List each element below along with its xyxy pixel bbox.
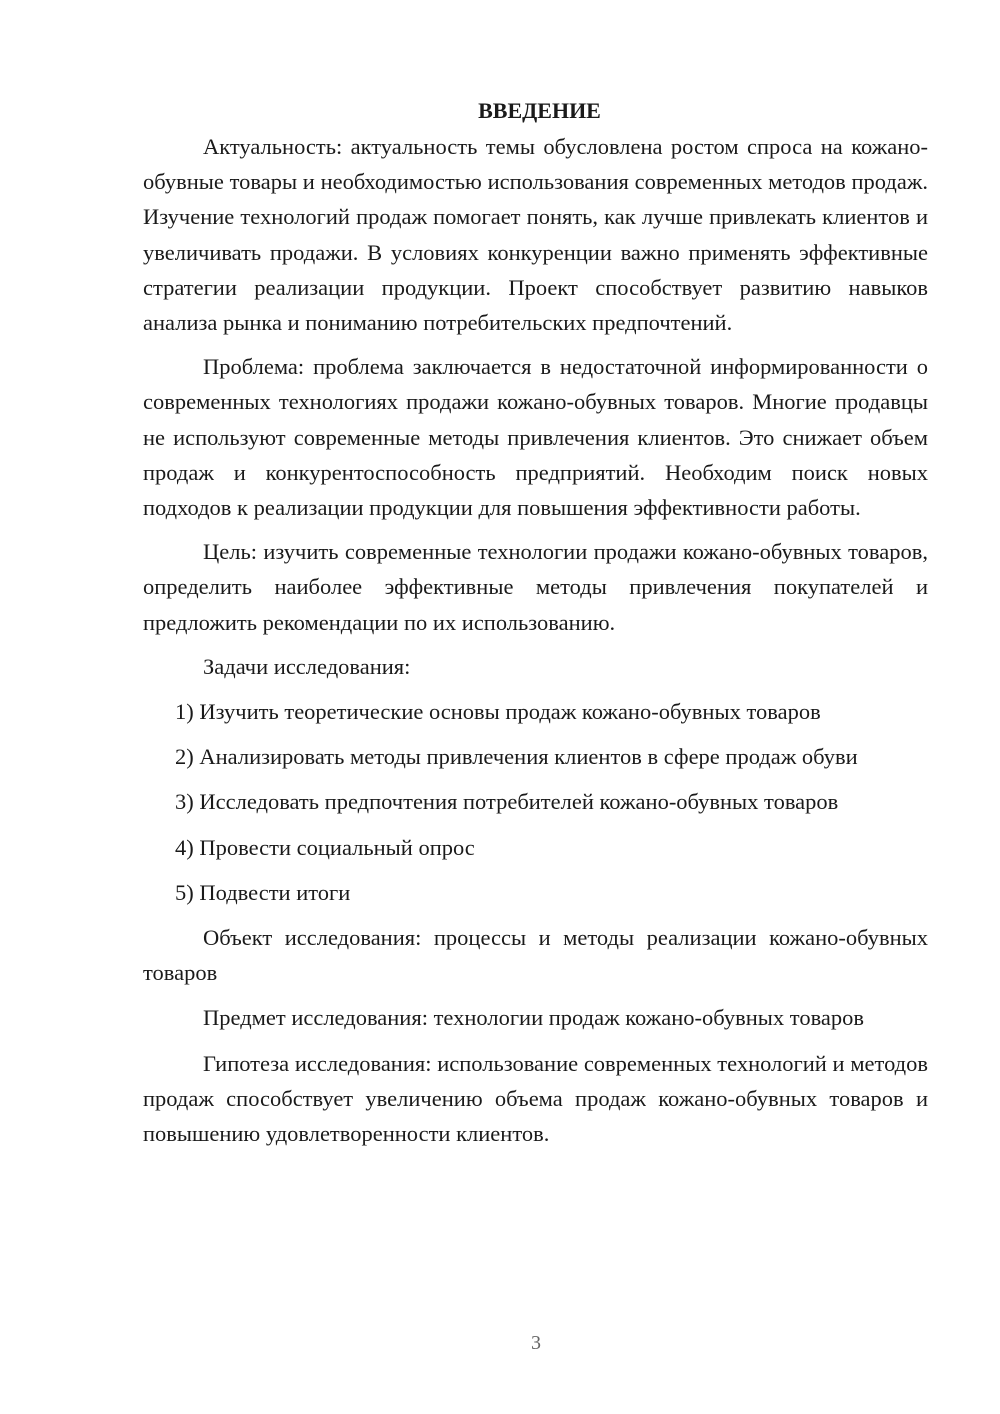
paragraph-relevance: Актуальность: актуальность темы обусловлена ростом спроса на кожано-обувные товары и необходимостью использования современных методов продаж. Изучение технологий продаж помогает понять, как лучше привлекать клиентов и увеличивать продажи. В условиях конкуренции важно применять эффективные стратегии реализации продукции. Проект способствует развитию навыков анализа рынка и пониманию потребительских предпочтений.	[143, 134, 928, 336]
list-item-task-1: 1) Изучить теоретические основы продаж кожано-обувных товаров	[175, 699, 821, 725]
page-number: 3	[531, 1332, 541, 1354]
paragraph-problem: Проблема: проблема заключается в недостаточной информированности о современных технологиях продажи кожано-обувных товаров. Многие продавцы не используют современные методы привлечения клиентов. Это снижает объем продаж и конкурентоспособность предприятий. Необходим поиск новых подходов к реализации продукции для повышения эффективности работы.	[143, 354, 928, 521]
page-content	[143, 94, 928, 1151]
tasks-title: Задачи исследования:	[203, 653, 411, 679]
list-item-task-2: 2) Анализировать методы привлечения клиентов в сфере продаж обуви	[175, 744, 858, 770]
page-title: ВВЕДЕНИЕ	[478, 98, 601, 123]
paragraph-hypothesis: Гипотеза исследования: использование современных технологий и методов продаж способствует увеличению объема продаж кожано-обувных товаров и повышению удовлетворенности клиентов.	[143, 1050, 928, 1147]
list-item-task-4: 4) Провести социальный опрос	[175, 834, 475, 860]
list-item-task-3: 3) Исследовать предпочтения потребителей кожано-обувных товаров	[175, 789, 839, 815]
list-item-task-5: 5) Подвести итоги	[175, 879, 351, 905]
paragraph-subject: Предмет исследования: технологии продаж кожано-обувных товаров	[203, 1005, 865, 1031]
paragraph-object: Объект исследования: процессы и методы реализации кожано-обувных товаров	[143, 925, 928, 986]
paragraph-goal: Цель: изучить современные технологии продажи кожано-обувных товаров, определить наиболее эффективные методы привлечения покупателей и предложить рекомендации по их использованию.	[143, 539, 928, 635]
